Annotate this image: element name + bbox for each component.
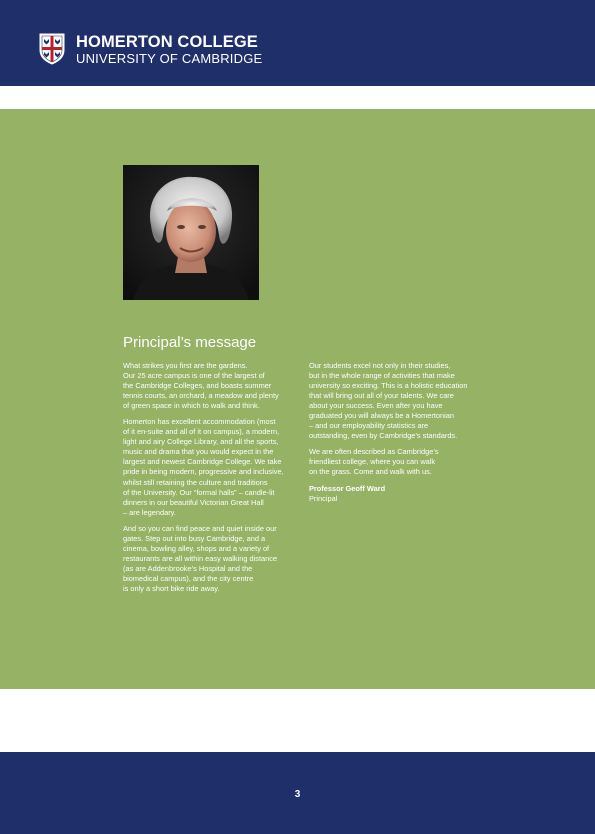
header-bar [0,0,595,86]
college-crest-icon [39,33,65,65]
message-column-left [123,361,303,600]
college-wordmark [76,33,262,66]
signature-role: Principal [309,493,338,503]
signature-name: Professor Geoff Ward [309,483,386,493]
paragraph: Our students excel not only in their studies, but in the whole range of activities that make university so exciting. This is a holistic education that will bring out all of your talents. We care about your success. Even after you have graduated you will always be a Homertonian – and our employability statistics are outstanding, even by Cambridge’s standards. [309,361,468,441]
page-number: 3 [294,789,301,800]
college-name: HOMERTON COLLEGE [76,33,258,51]
paragraph: What strikes you first are the gardens. Our 25 acre campus is one of the largest of the Cambridge Colleges, and boasts summer tennis courts, an orchard, a meadow and plenty of green space in which to walk and think. [123,361,279,411]
page-title: Principal’s message [123,334,257,351]
paragraph: Homerton has excellent accommodation (most of it en-suite and all of it on campus), a modern, light and airy College Library, and all the sports, music and drama that you would expect in the largest and newest Cambridge College. We take pride in being modern, progressive and inclusive, whilst still retaining the culture and traditions of the University. Our “formal halls” – candle-lit dinners in our beautiful Victorian Great Hall – are legendary. [123,417,284,517]
principal-portrait [123,165,259,300]
paragraph: We are often described as Cambridge’s friendliest college, where you can walk on the grass. Come and walk with us. [309,447,439,477]
university-name: UNIVERSITY OF CAMBRIDGE [76,51,263,66]
message-column-right [309,361,489,504]
paragraph: And so you can find peace and quiet inside our gates. Step out into busy Cambridge, and a cinema, bowling alley, shops and a variety of restaurants are all within easy walking distance (as are Addenbrooke’s Hospital and the biomedical campus), and the city centre is only a short bike ride away. [123,523,278,593]
portrait-image [123,165,259,300]
